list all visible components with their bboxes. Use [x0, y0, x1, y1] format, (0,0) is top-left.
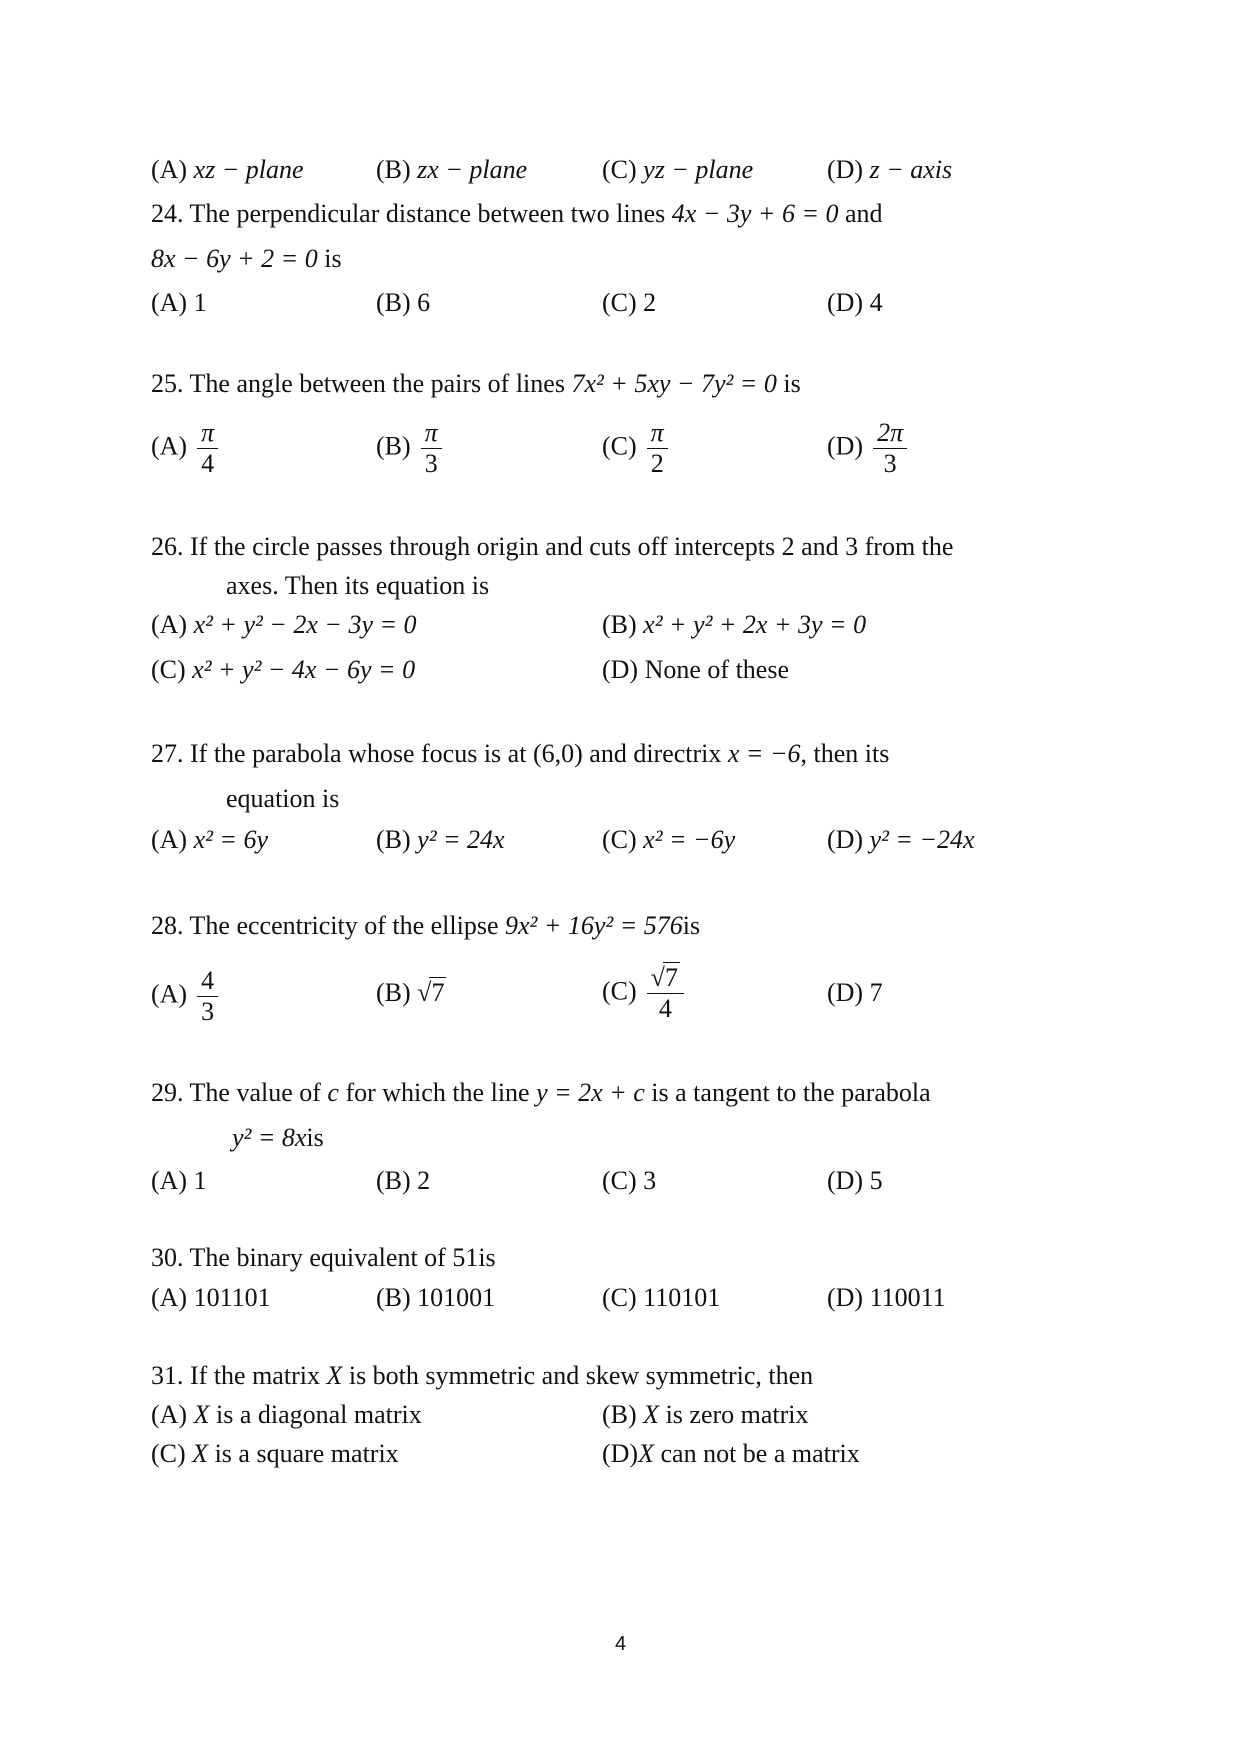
q29-question: 29. The value of c for which the line y = 2x + c is a tangent to the parabola [151, 1078, 931, 1107]
q30-option-b: (B) 101001 [376, 1283, 496, 1312]
fraction: $\frac{4}{3}$ [197, 966, 218, 1027]
q24-option-a: (A) 1 [151, 288, 207, 317]
fraction: $\frac{\pi}{2}$ [647, 418, 668, 479]
q31-question: 31. If the matrix X is both symmetric and skew symmetric, then [151, 1361, 814, 1390]
q29-question-line2: y² = 8xis [232, 1123, 324, 1152]
q28-option-c: (C) $\frac{√7}{4}$ [602, 963, 684, 1024]
q29-option-b: (B) 2 [376, 1166, 431, 1195]
q23-option-b: (B) zx − plane [376, 155, 528, 184]
fraction: $\frac{2\pi}{3}$ [873, 418, 907, 479]
fraction: $\frac{\pi}{3}$ [421, 418, 442, 479]
q24-option-b: (B) 6 [376, 288, 431, 317]
q23-option-a: (A) xz − plane [151, 155, 304, 184]
q26-option-c: (C) x² + y² − 4x − 6y = 0 [151, 655, 416, 684]
q28-question: 28. The eccentricity of the ellipse 9x² + 16y² = 576is [151, 911, 701, 940]
q27-question: 27. If the parabola whose focus is at (6,0) and directrix x = −6, then its [151, 739, 890, 768]
q31-option-d: (D)X can not be a matrix [602, 1439, 860, 1468]
page-number: 4 [614, 1633, 627, 1655]
q23-option-c: (C) yz − plane [602, 155, 754, 184]
fraction: $\frac{√7}{4}$ [647, 963, 684, 1024]
q29-option-c: (C) 3 [602, 1166, 657, 1195]
q30-question: 30. The binary equivalent of 51is [151, 1243, 496, 1272]
q27-option-b: (B) y² = 24x [376, 825, 505, 854]
q27-option-c: (C) x² = −6y [602, 825, 736, 854]
q28-option-a: (A) $\frac{4}{3}$ [151, 966, 218, 1027]
q24-option-c: (C) 2 [602, 288, 657, 317]
q30-option-c: (C) 110101 [602, 1283, 721, 1312]
q27-option-d: (D) y² = −24x [827, 825, 975, 854]
q26-question: 26. If the circle passes through origin and cuts off intercepts 2 and 3 from the [151, 532, 954, 561]
q29-option-a: (A) 1 [151, 1166, 207, 1195]
q24-option-d: (D) 4 [827, 288, 883, 317]
q31-option-b: (B) X is zero matrix [602, 1400, 809, 1429]
q24-question-line2: 8x − 6y + 2 = 0 is [151, 244, 342, 273]
q31-option-a: (A) X is a diagonal matrix [151, 1400, 422, 1429]
q29-option-d: (D) 5 [827, 1166, 883, 1195]
q30-option-a: (A) 101101 [151, 1283, 271, 1312]
square-root: √7 [650, 963, 678, 992]
q28-option-b: (B) √7 [376, 978, 445, 1007]
fraction: $\frac{\pi}{4}$ [197, 418, 218, 479]
q24-question: 24. The perpendicular distance between two lines 4x − 3y + 6 = 0 and [151, 199, 883, 228]
q25-option-d: (D) $\frac{2\pi}{3}$ [827, 418, 907, 479]
q26-option-d: (D) None of these [602, 655, 789, 684]
q31-option-c: (C) X is a square matrix [151, 1439, 399, 1468]
q28-option-d: (D) 7 [827, 978, 883, 1007]
q25-option-c: (C) $\frac{\pi}{2}$ [602, 418, 668, 479]
q27-question-line2: equation is [226, 784, 340, 813]
q26-question-line2: axes. Then its equation is [226, 571, 490, 600]
q25-question: 25. The angle between the pairs of lines 7x² + 5xy − 7y² = 0 is [151, 369, 801, 398]
q26-option-a: (A) x² + y² − 2x − 3y = 0 [151, 610, 417, 639]
square-root: √7 [417, 978, 445, 1007]
q25-option-a: (A) $\frac{\pi}{4}$ [151, 418, 218, 479]
q26-option-b: (B) x² + y² + 2x + 3y = 0 [602, 610, 867, 639]
q23-option-d: (D) z − axis [827, 155, 953, 184]
q25-option-b: (B) $\frac{\pi}{3}$ [376, 418, 442, 479]
q27-option-a: (A) x² = 6y [151, 825, 269, 854]
q30-option-d: (D) 110011 [827, 1283, 946, 1312]
